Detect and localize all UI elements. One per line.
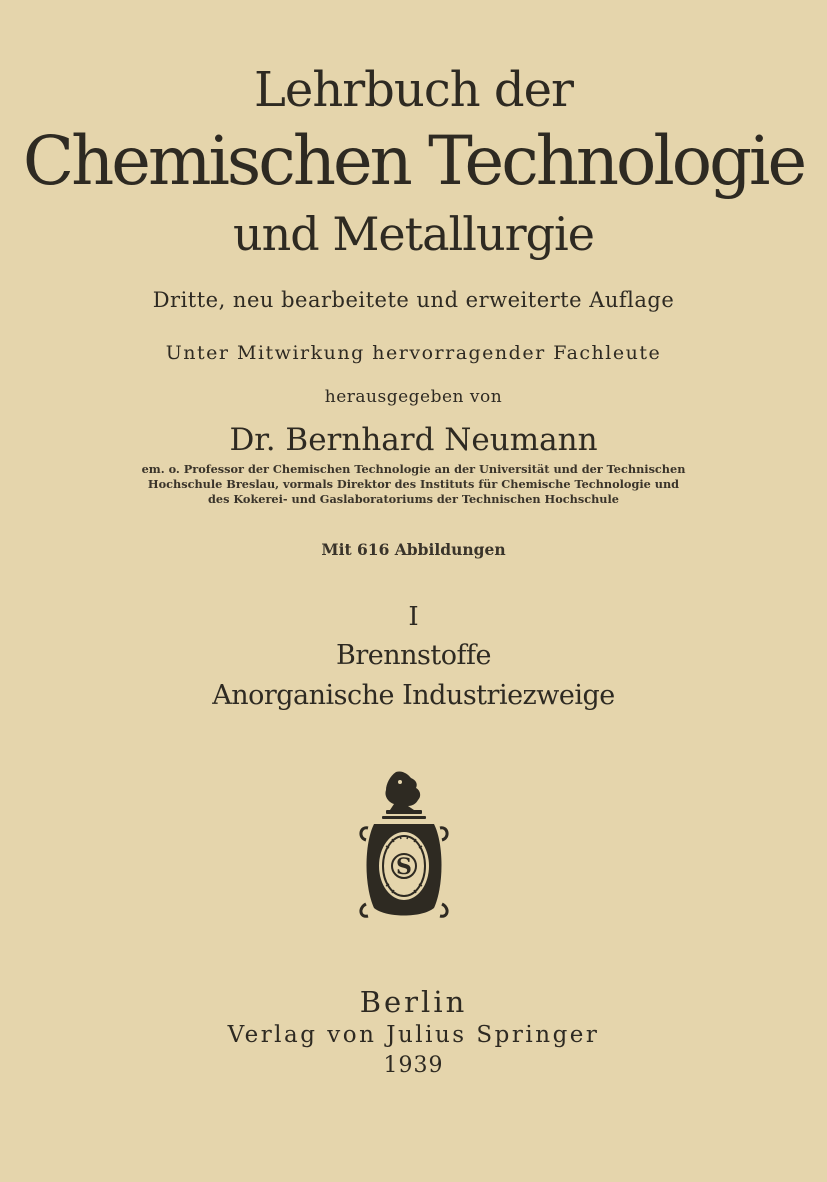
- collaboration-statement: Unter Mitwirkung hervorragender Fachleute: [165, 342, 662, 364]
- title-line-2: Chemischen Technologie: [22, 122, 805, 200]
- editor-name: Dr. Bernhard Neumann: [229, 422, 598, 458]
- imprint-city: Berlin: [359, 985, 468, 1019]
- editor-affiliation-line: em. o. Professor der Chemischen Technologie an der Universität und der Technischen: [141, 462, 686, 476]
- volume-topic: Brennstoffe: [336, 640, 491, 671]
- title-line-1: Lehrbuch der: [254, 62, 573, 118]
- editor-affiliation-line: Hochschule Breslau, vormals Direktor des Instituts für Chemische Technologie und: [147, 477, 680, 491]
- edition-statement: Dritte, neu bearbeitete und erweiterte Auflage: [152, 288, 675, 312]
- logo-monogram: S: [396, 854, 412, 880]
- imprint-year: 1939: [383, 1053, 444, 1078]
- springer-knight-emblem-icon: [356, 768, 452, 926]
- volume-number: I: [408, 602, 419, 632]
- title-line-3: und Metallurgie: [233, 207, 594, 261]
- imprint-publisher: Verlag von Julius Springer: [227, 1022, 600, 1048]
- editor-affiliation-line: des Kokerei- und Gaslaboratoriums der Technischen Hochschule: [207, 492, 619, 506]
- figures-note: Mit 616 Abbildungen: [321, 540, 506, 559]
- volume-topic: Anorganische Industriezweige: [212, 680, 615, 711]
- edited-by-label: herausgegeben von: [324, 387, 503, 407]
